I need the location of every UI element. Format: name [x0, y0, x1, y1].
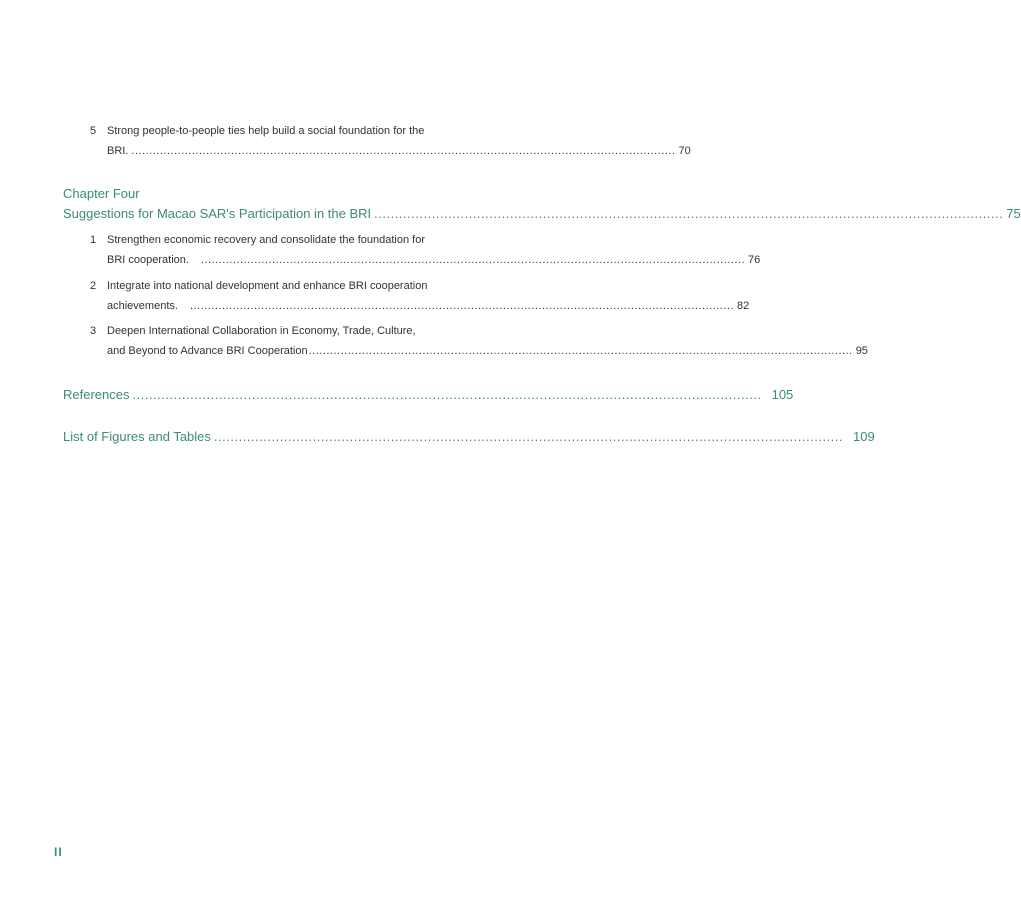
toc-entry-text: Strengthen economic recovery and consolidate the foundation for: [107, 234, 425, 246]
toc-entry-number: 1: [90, 234, 97, 246]
toc-entry-number: 3: [90, 325, 97, 337]
references-label: References: [63, 387, 130, 402]
toc-entry-number: 5: [90, 125, 97, 137]
toc-entry-page: 76: [748, 254, 761, 266]
chapter-page: 75: [1006, 206, 1021, 221]
figures-page: 109: [853, 429, 875, 444]
toc-entry-references[interactable]: [63, 386, 794, 404]
toc-entry-text-cont: BRI.: [107, 145, 129, 157]
toc-entry-figures-tables[interactable]: [63, 428, 875, 446]
toc-entry-chapter-4[interactable]: [63, 205, 1021, 223]
leader-dots: .........................................................................................................................................................: [131, 145, 676, 157]
leader-dots: .........................................................................................................................................................: [189, 300, 735, 312]
leader-dots: .........................................................................................................................................................: [213, 429, 844, 444]
figures-label: List of Figures and Tables: [63, 429, 211, 444]
toc-entry-text: Strong people-to-people ties help build a social foundation for the: [107, 125, 425, 137]
toc-entry-text-cont: and Beyond to Advance BRI Cooperation: [107, 345, 308, 357]
leader-dots: .........................................................................................................................................................: [200, 254, 746, 266]
page-number: II: [54, 845, 63, 859]
chapter-title: Suggestions for Macao SAR's Participation in the BRI: [63, 206, 372, 221]
leader-dots: .........................................................................................................................................................: [308, 345, 853, 357]
references-page: 105: [771, 387, 794, 402]
toc-entry-text: Integrate into national development and enhance BRI cooperation: [107, 280, 428, 292]
toc-entry-number: 2: [90, 280, 97, 292]
toc-entry-text: Deepen International Collaboration in Economy, Trade, Culture,: [107, 325, 416, 337]
toc-entry-page: 95: [855, 345, 868, 357]
leader-dots: .........................................................................................................................................................: [374, 206, 1004, 221]
toc-entry-text-cont: achievements.: [107, 300, 178, 312]
toc-entry-page: 82: [737, 300, 750, 312]
leader-dots: .........................................................................................................................................................: [132, 387, 762, 402]
chapter-label: Chapter Four: [63, 186, 140, 201]
toc-entry-page: 70: [678, 145, 691, 157]
toc-entry-text-cont: BRI cooperation.: [107, 254, 189, 266]
